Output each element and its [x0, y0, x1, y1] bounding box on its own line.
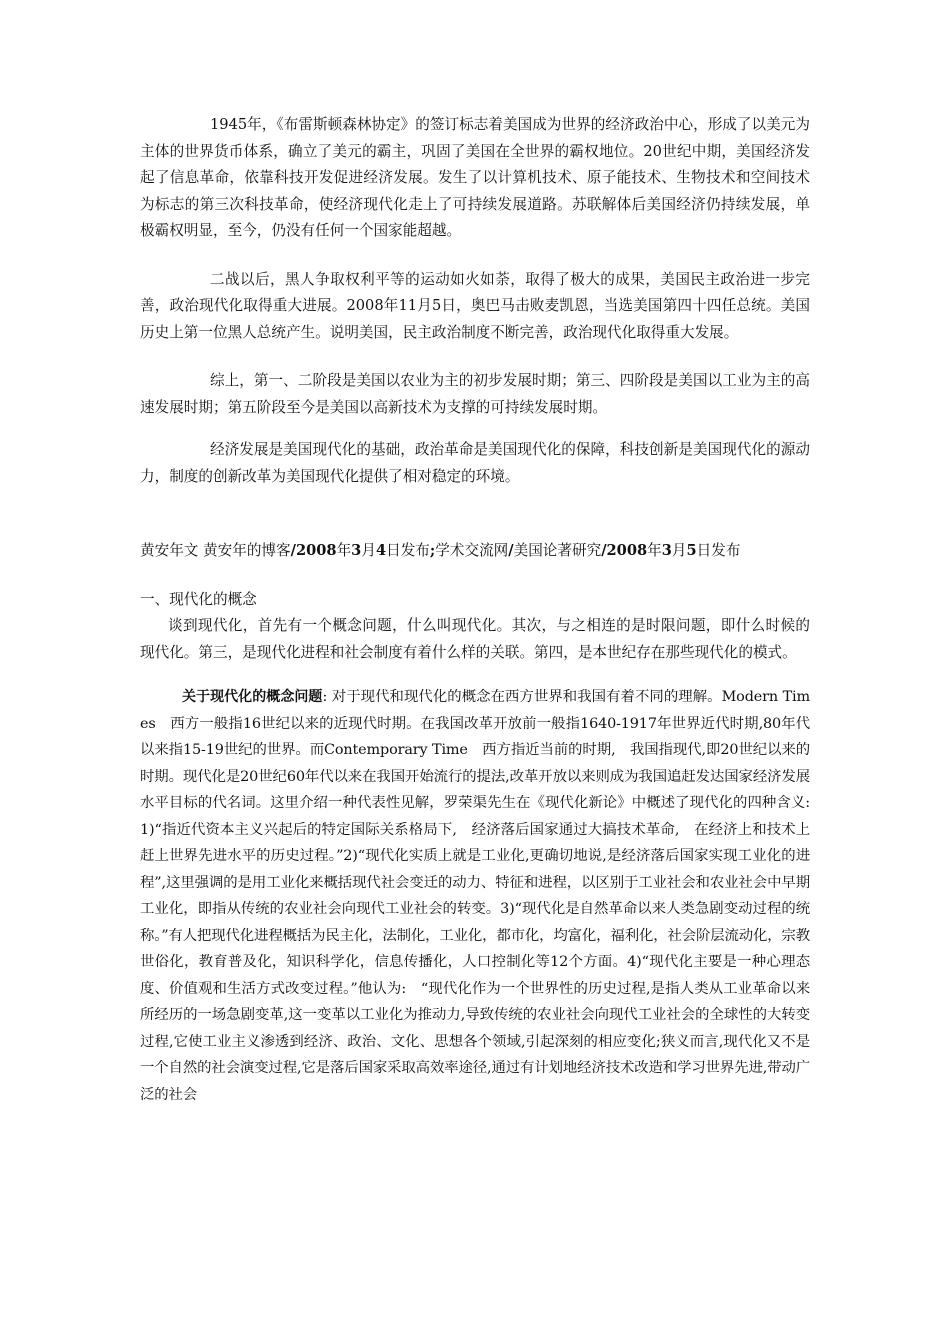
document-page — [140, 112, 810, 1108]
paragraph-summary-stages: 综上，第一、二阶段是美国以农业为主的初步发展时期；第三、四阶段是美国以工业为主的高速发展时期；第五阶段至今是美国以高新技术为支撑的可持续发展时期。 — [140, 372, 810, 416]
source-separator: ; — [429, 542, 436, 559]
concept-body: : 对于现代和现代化的概念在西方世界和我国有着不同的理解。Modern Times 西方一般指16世纪以来的近现代时期。在我国改革开放前一般指1640-1917年世界近代时期,80年代以来指15-19世纪的世界。而Contemporary Time 西方指近当前的时期, 我国指现代,即20世纪以来的时期。现代化是20世纪60年代以来在我国开始流行的提法,改革开放以来则成为我国追赶发达国家经济发展水平目标的代名词。这里介绍一种代表性见解，罗荣渠先生在《现代化新论》中概述了现代化的四种含义: 1)“指近代资本主义兴起后的特定国际关系格局下, 经济落后国家通过大搞技术革命, 在经济上和技术上赶上世界先进水平的历史过程。”2)“现代化实质上就是工业化,更确切地说,是经济落后国家实现工业化的进程”,这里强调的是用工业化来概括现代社会变迁的动力、特征和进程，以区别于工业社会和农业社会中早期工业化，即指从传统的农业社会向现代工业社会的转变。3)“现代化是自然革命以来人类急剧变动过程的统称。”有人把现代化进程概括为民主化，法制化，工业化，都市化，均富化，福利化，社会阶层流动化，宗教世俗化，教育普及化，知识科学化，信息传播化，人口控制化等12个方面。4)“现代化主要是一种心理态度、价值观和生活方式改变过程。”他认为: “现代化作为一个世界性的历史过程,是指人类从工业革命以来所经历的一场急剧变革,这一变革以工业化为推动力,导致传统的农业社会向现代工业社会的全球性的大转变过程,它使工业主义渗透到经济、政治、文化、思想各个领域,引起深刻的相应变化;狭义而言,现代化又不是一个自然的社会演变过程,它是落后国家采取高效率途径,通过有计划地经济技术改造和学习世界先进,带动广泛的社会 — [140, 689, 810, 1103]
section-intro: 谈到现代化，首先有一个概念问题，什么叫现代化。其次，与之相连的是时限问题，即什么时候的现代化。第三，是现代化进程和社会制度有着什么样的关联。第四，是本世纪存在那些现代化的模式。 — [140, 617, 810, 661]
source-date2-year-unit: 年 — [647, 542, 662, 559]
source-date2-year: /2008 — [601, 542, 648, 559]
paragraph-bretton-woods: 1945年，《布雷斯顿森林协定》的签订标志着美国成为世界的经济政治中心，形成了以美元为主体的世界货币体系，确立了美元的霸主，巩固了美国在全世界的霸权地位。20世纪中期，美国经济发起了信息革命，依靠科技开发促进经济发展。发生了以计算机技术、原子能技术、生物技术和空间技术为标志的第三次科技革命，使经济现代化走上了可持续发展道路。苏联解体后美国经济仍持续发展，单极霸权明显，至今，仍没有任何一个国家能超越。 — [140, 116, 810, 239]
paragraph-civil-rights: 二战以后，黑人争取权利平等的运动如火如荼，取得了极大的成果，美国民主政治进一步完善，政治现代化取得重大进展。2008年11月5日，奥巴马击败麦凯恩，当选美国第四十四任总统。美国历史上第一位黑人总统产生。说明美国，民主政治制度不断完善，政治现代化取得重大发展。 — [140, 270, 810, 341]
source-date2-day: 5 — [686, 542, 697, 559]
source-section: 美国论著研究 — [513, 542, 602, 559]
source-slash: / — [508, 542, 514, 559]
source-date1-month: 3 — [351, 542, 362, 559]
paragraph-conclusion: 经济发展是美国现代化的基础，政治革命是美国现代化的保障，科技创新是美国现代化的源动力，制度的创新改革为美国现代化提供了相对稳定的环境。 — [140, 441, 810, 485]
concept-paragraph — [140, 684, 810, 1108]
source-date2-day-unit: 日发布 — [696, 542, 741, 559]
source-site: 学术交流网 — [435, 542, 509, 559]
source-blog: 黄安年的博客 — [203, 542, 291, 559]
source-date2-month-unit: 月 — [671, 542, 687, 559]
source-attribution — [140, 538, 810, 565]
source-date2-month: 3 — [661, 542, 672, 559]
source-date1-month-unit: 月 — [361, 542, 376, 559]
source-date1-year: /2008 — [290, 542, 337, 559]
source-date1-day-unit: 日发布 — [386, 542, 430, 559]
source-author: 黄安年文 — [140, 542, 199, 559]
source-date1-year-unit: 年 — [336, 542, 352, 559]
section-heading: 一、现代化的概念 — [140, 590, 257, 608]
source-date1-day: 4 — [375, 542, 387, 559]
concept-heading: 关于现代化的概念问题 — [182, 689, 323, 705]
